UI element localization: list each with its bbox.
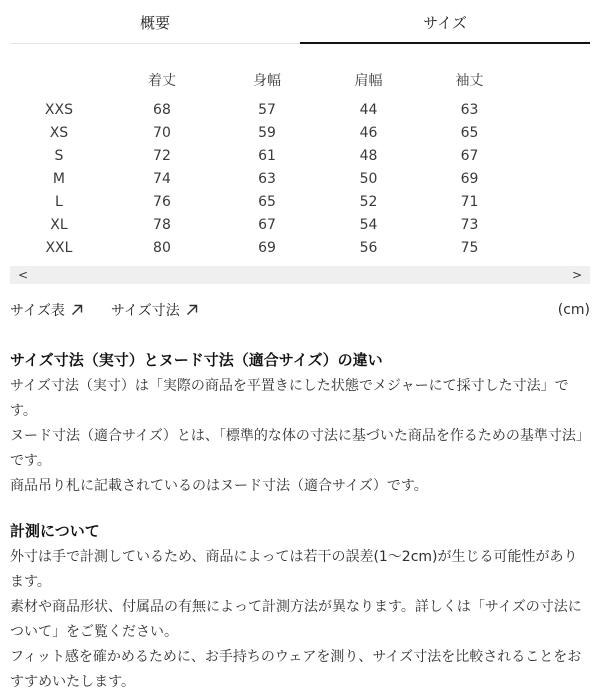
size-value-cell: 71 [460, 193, 479, 210]
size-value-cell: 52 [359, 193, 378, 210]
size-label: XXS [44, 101, 73, 118]
size-column-header [10, 60, 108, 98]
horizontal-scrollbar[interactable] [10, 266, 590, 284]
size-value-cell: 78 [153, 216, 171, 233]
section-paragraph: ヌード寸法（適合サイズ）とは、「標準的な体の寸法に基づいた商品を作るための基準寸法」です。 [10, 428, 590, 469]
size-value-cell: 72 [153, 147, 171, 164]
size-table [10, 60, 520, 259]
size-measurements-link[interactable] [111, 300, 198, 320]
column-header-shoulder-width: 肩幅 [354, 73, 383, 89]
size-value-cell: 63 [258, 170, 276, 187]
section-paragraph: サイズ寸法（実寸）は「実際の商品を平置きにした状態でメジャーにて採寸した寸法」です。 [10, 378, 569, 419]
size-value-cell: 76 [153, 193, 171, 210]
size-value-cell: 65 [460, 124, 479, 141]
size-chart-link-label: サイズ表 [10, 303, 65, 319]
table-row [10, 121, 520, 144]
section-paragraph: 商品吊り札に記載されているのはヌード寸法（適合サイズ）です。 [10, 478, 428, 494]
table-row [10, 98, 520, 121]
unit-label: (cm) [557, 302, 590, 318]
tab-overview[interactable]: 概要 [10, 0, 300, 44]
size-label: XS [49, 124, 69, 141]
external-link-icon [71, 304, 83, 316]
size-value-cell: 50 [359, 170, 378, 187]
tab-bar [10, 0, 590, 44]
size-value-cell: 56 [359, 239, 378, 256]
external-link-icon [186, 304, 198, 316]
size-value-cell: 70 [153, 124, 171, 141]
table-row [10, 236, 520, 259]
size-label: XL [50, 216, 68, 233]
links-row [10, 300, 590, 320]
size-value-cell: 80 [153, 239, 171, 256]
size-value-cell: 68 [153, 101, 171, 118]
scroll-left-icon[interactable]: < [18, 268, 29, 282]
size-value-cell: 63 [460, 101, 479, 118]
size-label: M [52, 170, 65, 187]
size-value-cell: 48 [359, 147, 378, 164]
scroll-right-icon[interactable]: > [571, 268, 582, 282]
table-row [10, 167, 520, 190]
table-row [10, 190, 520, 213]
size-label: S [54, 147, 64, 164]
size-value-cell: 74 [153, 170, 171, 187]
size-chart-link[interactable] [10, 300, 83, 320]
size-value-cell: 69 [460, 170, 479, 187]
section-paragraph: フィット感を確かめるために、お手持ちのウェアを測り、サイズ寸法を比較されることをおすすめいたします。 [10, 649, 582, 690]
table-row [10, 213, 520, 236]
column-header-sleeve-length: 袖丈 [455, 73, 484, 89]
section-measurement-notes [10, 521, 590, 695]
size-value-cell: 61 [258, 147, 276, 164]
tab-size[interactable]: サイズ [300, 0, 590, 44]
size-value-cell: 57 [258, 101, 276, 118]
section-paragraph: 外寸は手で計測しているため、商品によっては若干の誤差(1～2cm)が生じる可能性があります。 [10, 549, 578, 590]
size-value-cell: 65 [258, 193, 276, 210]
section-heading: サイズ寸法（実寸）とヌード寸法（適合サイズ）の違い [10, 351, 383, 369]
size-value-cell: 59 [258, 124, 276, 141]
size-label: XXL [45, 239, 73, 256]
size-value-cell: 69 [258, 239, 276, 256]
size-value-cell: 75 [460, 239, 479, 256]
size-label: L [55, 193, 63, 210]
table-row [10, 144, 520, 167]
size-value-cell: 67 [258, 216, 276, 233]
column-header-body-width: 身幅 [253, 73, 282, 89]
size-value-cell: 73 [460, 216, 479, 233]
size-value-cell: 54 [359, 216, 378, 233]
size-value-cell: 67 [460, 147, 479, 164]
column-header-body-length: 着丈 [147, 73, 176, 89]
size-measurements-link-label: サイズ寸法 [110, 303, 180, 319]
section-paragraph: 素材や商品形状、付属品の有無によって計測方法が異なります。詳しくは「サイズの寸法について」をご覧ください。 [10, 599, 582, 640]
section-heading: 計測について [10, 522, 100, 540]
size-value-cell: 46 [359, 124, 378, 141]
section-size-definitions [10, 350, 590, 499]
table-header-row [10, 60, 520, 98]
size-value-cell: 44 [359, 101, 378, 118]
